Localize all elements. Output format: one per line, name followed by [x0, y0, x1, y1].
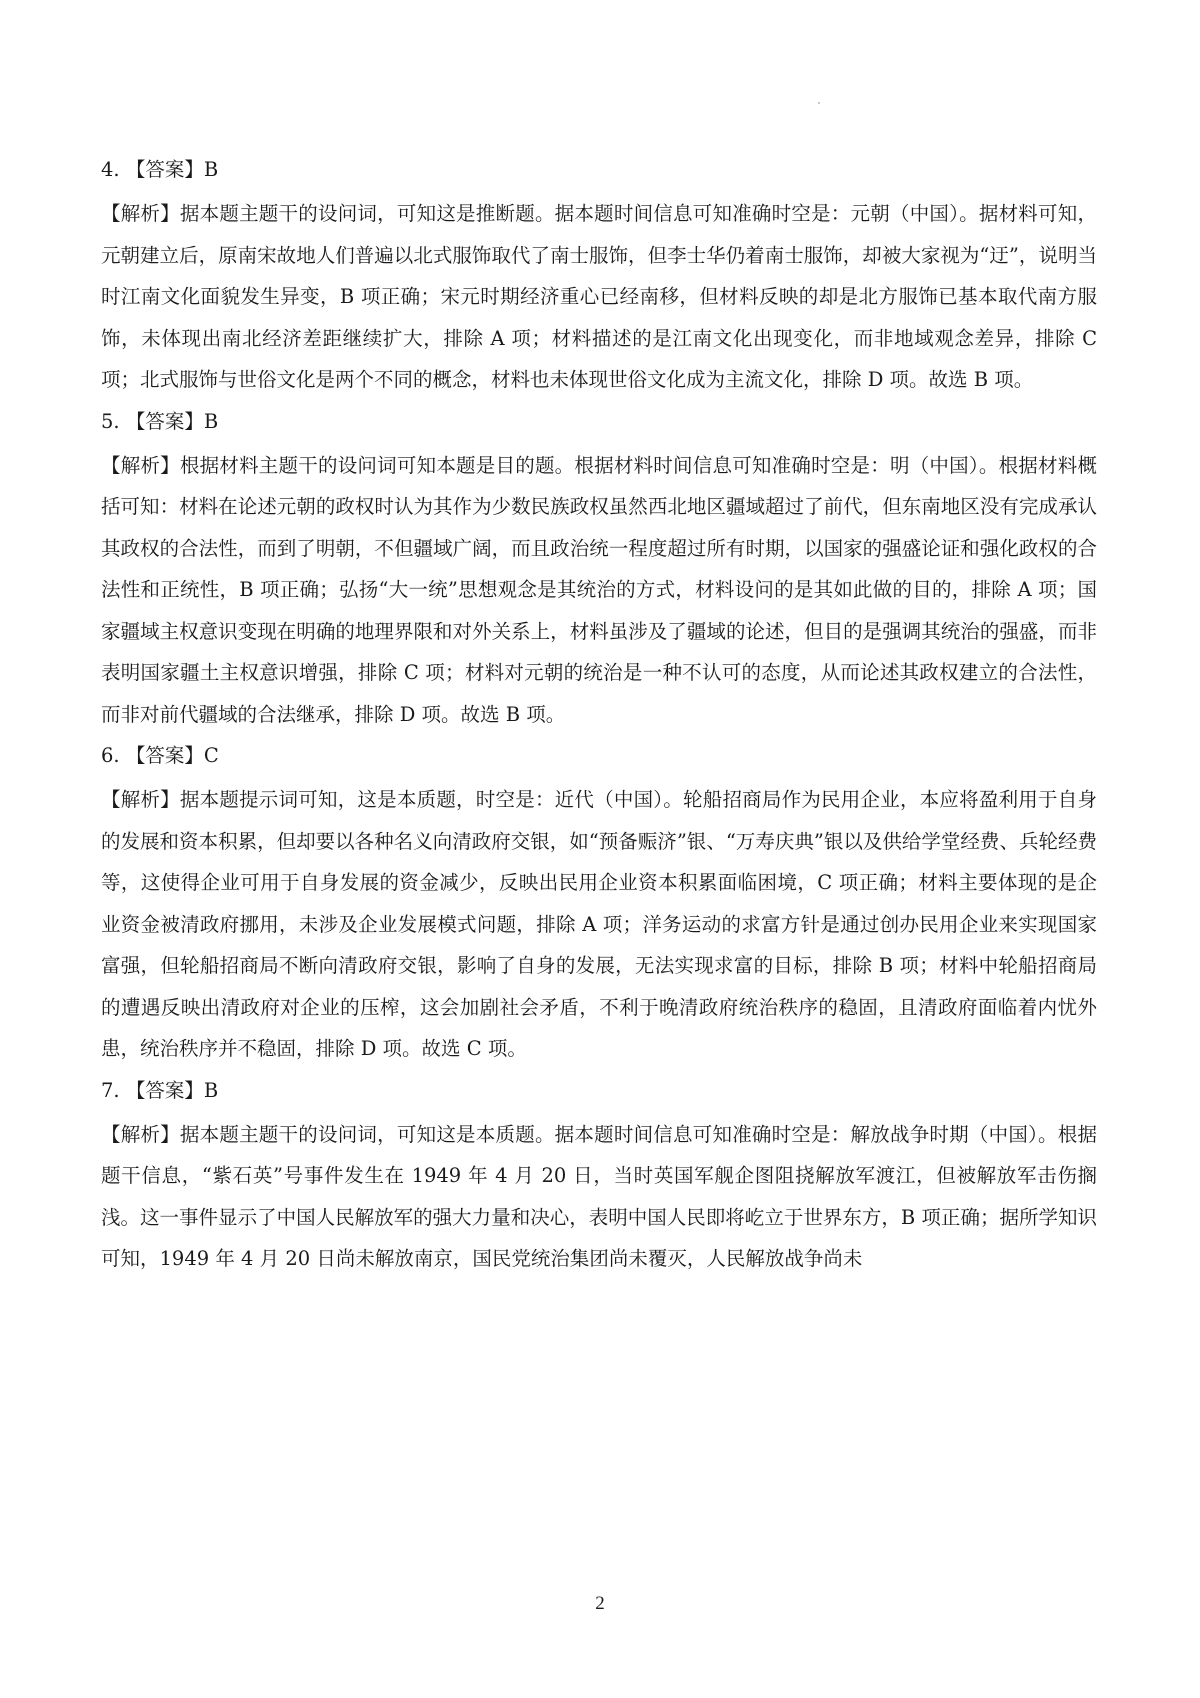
answer-value: B — [203, 409, 219, 433]
question-number: 4. — [101, 158, 120, 181]
analysis-paragraph — [101, 779, 1097, 1070]
analysis-text: 据本题提示词可知，这是本质题，时空是：近代（中国）。轮船招商局作为民用企业，本应将盈利用于自身的发展和资本积累，但却要以各种名义向清政府交银，如“预备赈济”银、“万寿庆典”银以及供给学堂经费、兵轮经费等，这使得企业可用于自身发展的资金减少，反映出民用企业资本积累面临困境，C 项正确；材料主要体现的是企业资金被清政府挪用，未涉及企业发展模式问题，排除 A 项；洋务运动的求富方针是通过创办民用企业来实现国家富强，但轮船招商局不断向清政府交银，影响了自身的发展，无法实现求富的目标，排除 B 项；材料中轮船招商局的遭遇反映出清政府对企业的压榨，这会加剧社会矛盾，不利于晚清政府统治秩序的稳固，且清政府面临着内忧外患，统治秩序并不稳固，排除 D 项。故选 C 项。 — [101, 788, 1097, 1060]
analysis-tag: 【解析】 — [101, 453, 180, 477]
question-4 — [101, 153, 1097, 401]
answer-tag: 【答案】 — [125, 409, 204, 433]
analysis-tag: 【解析】 — [101, 202, 180, 225]
analysis-paragraph — [101, 193, 1097, 401]
answer-key-content — [101, 153, 1097, 1284]
scan-speck — [818, 102, 820, 104]
answer-tag: 【答案】 — [125, 1078, 204, 1102]
question-6 — [101, 739, 1097, 1070]
question-7 — [101, 1074, 1097, 1280]
question-5 — [101, 405, 1097, 736]
question-number: 5. — [101, 409, 120, 433]
question-number: 6. — [101, 744, 120, 767]
analysis-paragraph — [101, 445, 1097, 736]
analysis-text: 据本题主题干的设问词，可知这是本质题。据本题时间信息可知准确时空是：解放战争时期（中国）。根据题干信息，“紫石英”号事件发生在 1949 年 4 月 20 日，当时英国军舰企图阻挠解放军渡江，但被解放军击伤搁浅。这一事件显示了中国人民解放军的强大力量和决心，表明中国人民即将屹立于世界东方，B 项正确；据所学知识可知，1949 年 4 月 20 日尚未解放南京，国民党统治集团尚未覆灭，人民解放战争尚未 — [101, 1122, 1097, 1270]
answer-value: B — [203, 158, 219, 181]
analysis-tag: 【解析】 — [101, 788, 180, 811]
answer-line — [101, 739, 1097, 773]
answer-value: C — [203, 744, 219, 767]
analysis-text: 根据材料主题干的设问词可知本题是目的题。根据材料时间信息可知准确时空是：明（中国）。根据材料概括可知：材料在论述元朝的政权时认为其作为少数民族政权虽然西北地区疆域超过了前代，但东南地区没有完成承认其政权的合法性，而到了明朝，不但疆域广阔，而且政治统一程度超过所有时期，以国家的强盛论证和强化政权的合法性和正统性，B 项正确；弘扬“大一统”思想观念是其统治的方式，材料设问的是其如此做的目的，排除 A 项；国家疆域主权意识变现在明确的地理界限和对外关系上，材料虽涉及了疆域的论述，但目的是强调其统治的强盛，而非表明国家疆土主权意识增强，排除 C 项；材料对元朝的统治是一种不认可的态度，从而论述其政权建立的合法性，而非对前代疆域的合法继承，排除 D 项。故选 B 项。 — [101, 453, 1097, 726]
answer-line — [101, 153, 1097, 187]
question-number: 7. — [101, 1078, 120, 1102]
analysis-paragraph — [101, 1114, 1097, 1280]
analysis-text: 据本题主题干的设问词，可知这是推断题。据本题时间信息可知准确时空是：元朝（中国）。据材料可知，元朝建立后，原南宋故地人们普遍以北式服饰取代了南士服饰，但李士华仍着南士服饰，却被大家视为“迂”，说明当时江南文化面貌发生异变，B 项正确；宋元时期经济重心已经南移，但材料反映的却是北方服饰已基本取代南方服饰，未体现出南北经济差距继续扩大，排除 A 项；材料描述的是江南文化出现变化，而非地域观念差异，排除 C 项；北式服饰与世俗文化是两个不同的概念，材料也未体现世俗文化成为主流文化，排除 D 项。故选 B 项。 — [101, 202, 1097, 391]
answer-line — [101, 405, 1097, 439]
page-number: 2 — [595, 1593, 605, 1614]
answer-line — [101, 1074, 1097, 1108]
answer-value: B — [203, 1078, 219, 1102]
analysis-tag: 【解析】 — [101, 1122, 180, 1146]
answer-tag: 【答案】 — [125, 158, 204, 181]
answer-tag: 【答案】 — [125, 744, 204, 767]
